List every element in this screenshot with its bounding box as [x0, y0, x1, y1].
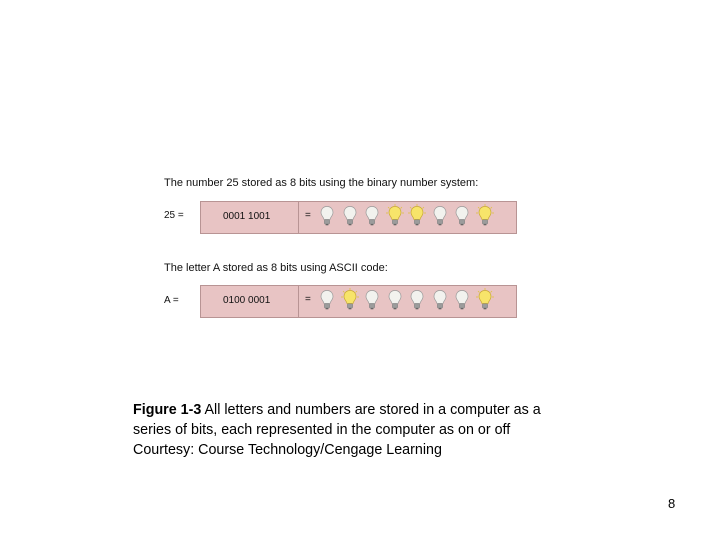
- figure-row-1-equals: =: [305, 210, 311, 221]
- lightbulb-on-icon: [385, 203, 405, 227]
- lightbulb-off-icon: [362, 287, 382, 311]
- lightbulb-on-icon: [340, 287, 360, 311]
- figure-row-1-label: 25 =: [164, 210, 184, 221]
- figure-row-1-bulb-box: [298, 201, 517, 234]
- figure-row-2-title: The letter A stored as 8 bits using ASCII code:: [164, 262, 388, 274]
- figure-row-1-bulbs: [317, 203, 495, 227]
- figure-row-2-bulbs: [317, 287, 495, 311]
- lightbulb-on-icon: [475, 203, 495, 227]
- figure-row-2-label: A =: [164, 295, 179, 306]
- lightbulb-on-icon: [475, 287, 495, 311]
- lightbulb-off-icon: [340, 203, 360, 227]
- lightbulb-off-icon: [430, 203, 450, 227]
- lightbulb-off-icon: [430, 287, 450, 311]
- lightbulb-off-icon: [452, 287, 472, 311]
- lightbulb-off-icon: [407, 287, 427, 311]
- figure-row-2-bulb-box: [298, 285, 517, 318]
- caption-courtesy: Courtesy: Course Technology/Cengage Learning: [133, 441, 442, 458]
- caption-text: All letters and numbers are stored in a computer as a series of bits, each represented in the computer as on or off: [133, 402, 541, 438]
- figure-row-2-equals: =: [305, 294, 311, 305]
- lightbulb-off-icon: [317, 287, 337, 311]
- page-number: 8: [668, 496, 676, 511]
- figure-row-1-binary-box: [200, 201, 300, 234]
- figure-caption: [133, 401, 573, 460]
- lightbulb-on-icon: [407, 203, 427, 227]
- figure-number: Figure 1-3: [133, 402, 202, 418]
- figure-row-2-binary-value: 0100 0001: [223, 295, 271, 306]
- lightbulb-off-icon: [362, 203, 382, 227]
- lightbulb-off-icon: [317, 203, 337, 227]
- lightbulb-off-icon: [452, 203, 472, 227]
- lightbulb-off-icon: [385, 287, 405, 311]
- figure-row-1-title: The number 25 stored as 8 bits using the binary number system:: [164, 177, 479, 189]
- figure-row-2-binary-box: [200, 285, 300, 318]
- figure-row-1-binary-value: 0001 1001: [223, 211, 271, 222]
